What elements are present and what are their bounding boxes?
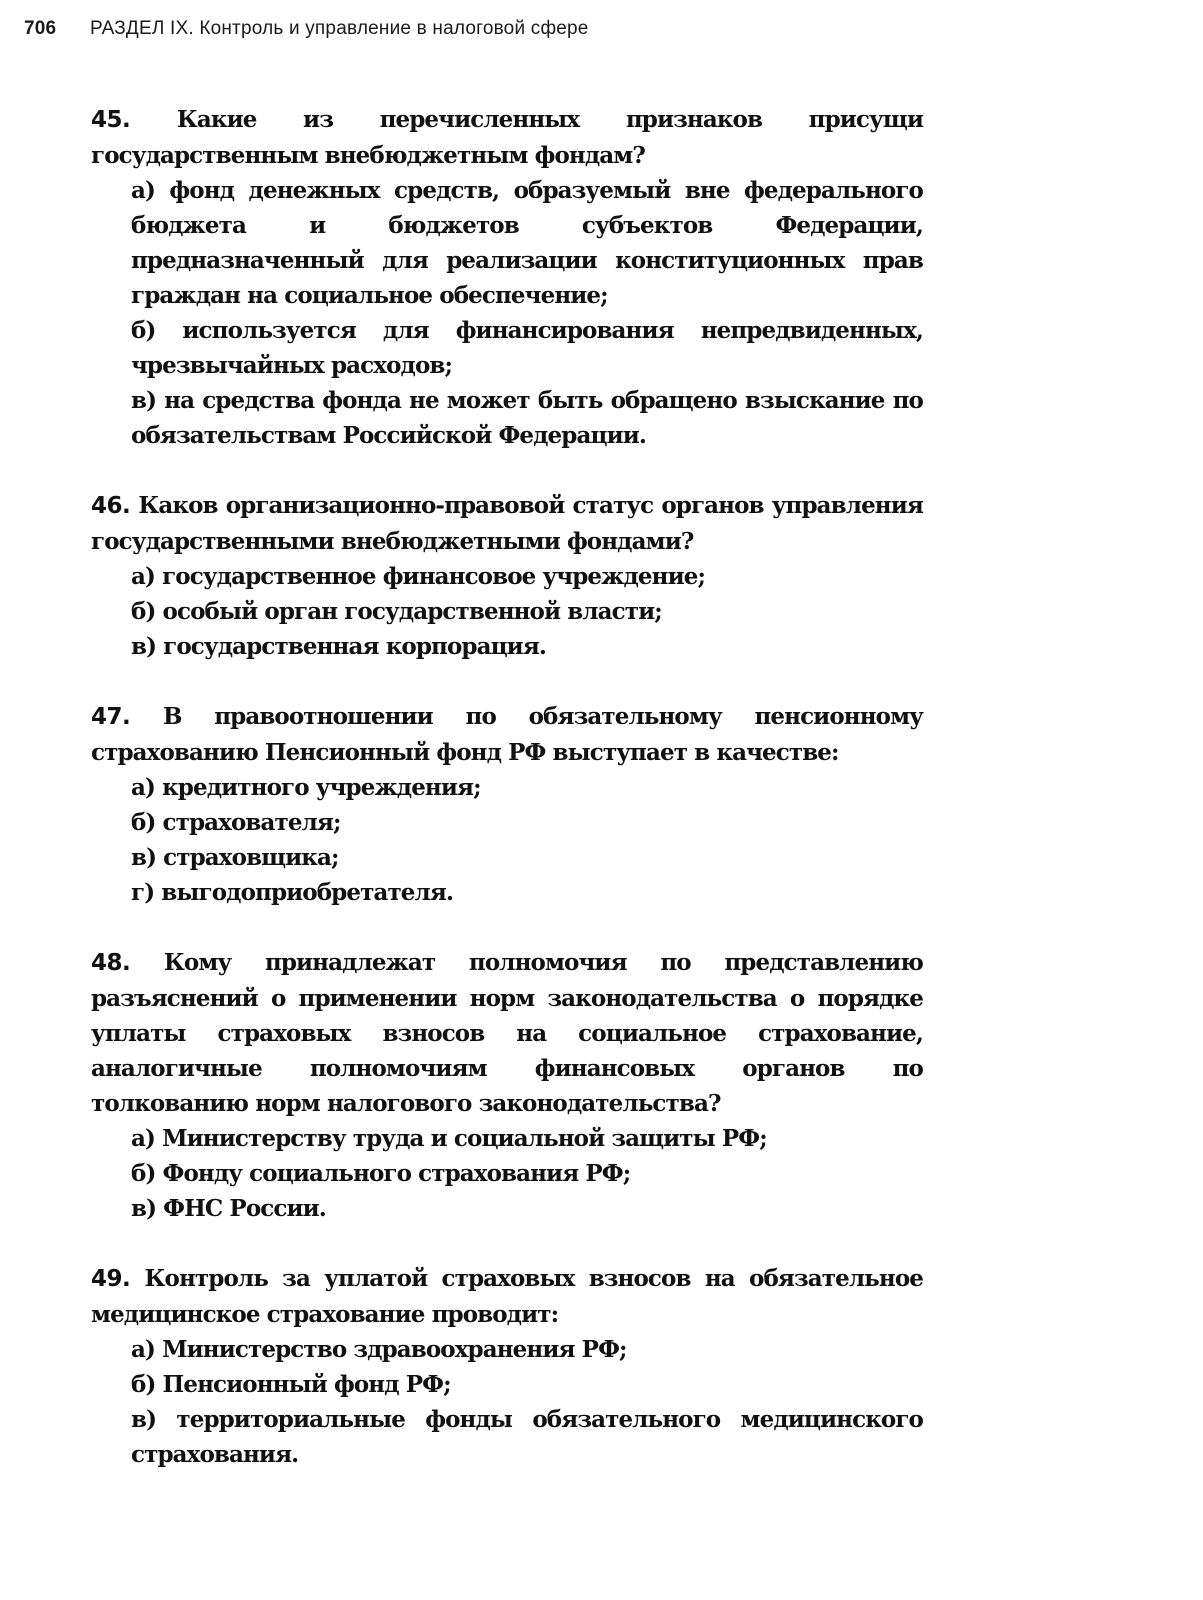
answer-options <box>91 173 923 453</box>
answer-option-a: а) Министерство здравоохранения РФ; <box>131 1336 627 1363</box>
answer-option-b: б) особый орган государственной власти; <box>131 598 662 625</box>
question-number: 46. <box>91 493 131 519</box>
answer-option-a: а) фонд денежных средств, образуемый вне федерального бюджета и бюджетов субъектов Федерации, предназначенный для реализации конституционных прав граждан на социальное обеспечение; <box>131 177 923 309</box>
answer-option-b: б) Пенсионный фонд РФ; <box>131 1371 451 1398</box>
question-45 <box>91 102 923 453</box>
answer-option-a: а) государственное финансовое учреждение; <box>131 563 706 590</box>
answer-options <box>91 770 923 910</box>
answer-option-v: в) территориальные фонды обязательного медицинского страхования. <box>131 1406 923 1468</box>
question-text <box>91 102 923 173</box>
question-46 <box>91 488 923 664</box>
question-text <box>91 699 923 770</box>
question-text <box>91 1261 923 1332</box>
answer-option-b: б) страхователя; <box>131 809 341 836</box>
answer-option-a: а) Министерству труда и социальной защиты РФ; <box>131 1125 767 1152</box>
page-header <box>24 18 924 50</box>
question-49 <box>91 1261 923 1472</box>
question-number: 48. <box>91 950 131 976</box>
question-number: 45. <box>91 107 131 133</box>
question-number: 49. <box>91 1266 131 1292</box>
answer-option-v: в) государственная корпорация. <box>131 633 547 660</box>
answer-option-g: г) выгодоприобретателя. <box>131 879 454 906</box>
question-number: 47. <box>91 704 131 730</box>
question-body: В правоотношении по обязательному пенсионному страхованию Пенсионный фонд РФ выступает в качестве: <box>91 703 923 766</box>
page-number: 706 <box>24 18 57 39</box>
question-text <box>91 945 923 1121</box>
answer-options <box>91 1121 923 1226</box>
question-body: Какие из перечисленных признаков присущи государственным внебюджетным фондам? <box>91 106 923 169</box>
answer-options <box>91 559 923 664</box>
running-title: РАЗДЕЛ IX. Контроль и управление в налоговой сфере <box>90 18 589 39</box>
question-47 <box>91 699 923 910</box>
answer-options <box>91 1332 923 1472</box>
answer-option-a: а) кредитного учреждения; <box>131 774 481 801</box>
question-body: Контроль за уплатой страховых взносов на обязательное медицинское страхование проводит: <box>91 1265 923 1328</box>
question-body: Кому принадлежат полномочия по представлению разъяснений о применении норм законодательства о порядке уплаты страховых взносов на социальное страхование, аналогичные полномочиям финансовых органов по толкованию норм налогового законодательства? <box>91 949 923 1117</box>
answer-option-b: б) Фонду социального страхования РФ; <box>131 1160 631 1187</box>
question-list <box>91 102 923 1507</box>
answer-option-v: в) страховщика; <box>131 844 339 871</box>
answer-option-v: в) на средства фонда не может быть обращено взыскание по обязательствам Российской Федерации. <box>131 387 923 449</box>
question-body: Каков организационно-правовой статус органов управления государственными внебюджетными фондами? <box>91 492 923 555</box>
answer-option-v: в) ФНС России. <box>131 1195 326 1222</box>
question-48 <box>91 945 923 1226</box>
answer-option-b: б) используется для финансирования непредвиденных, чрезвычайных расходов; <box>131 317 923 379</box>
question-text <box>91 488 923 559</box>
